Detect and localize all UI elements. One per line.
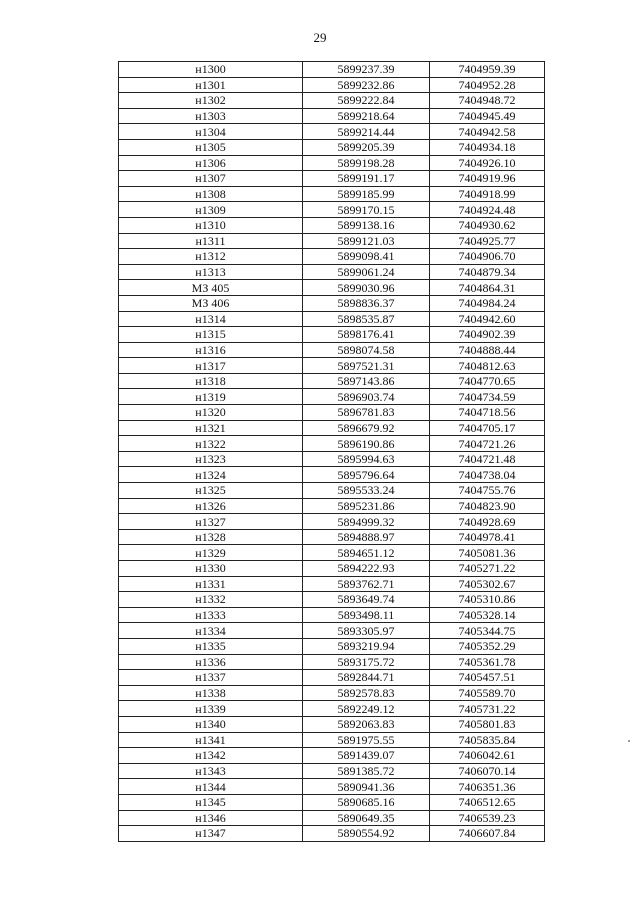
- y-coordinate-cell: 7405801.83: [430, 716, 545, 732]
- y-coordinate-cell: 7404945.49: [430, 108, 545, 124]
- y-coordinate-cell: 7404959.39: [430, 62, 545, 78]
- y-coordinate-cell: 7405731.22: [430, 701, 545, 717]
- x-coordinate-cell: 5890554.92: [303, 826, 430, 842]
- table-row: [119, 436, 545, 452]
- table-row: [119, 592, 545, 608]
- x-coordinate-cell: 5898074.58: [303, 342, 430, 358]
- point-id-cell: н1322: [119, 436, 303, 452]
- y-coordinate-cell: 7404930.62: [430, 217, 545, 233]
- point-id-cell: н1335: [119, 638, 303, 654]
- table-row: [119, 763, 545, 779]
- y-coordinate-cell: 7405361.78: [430, 654, 545, 670]
- y-coordinate-cell: 7404928.69: [430, 514, 545, 530]
- table-row: [119, 467, 545, 483]
- point-id-cell: н1306: [119, 155, 303, 171]
- point-id-cell: н1338: [119, 685, 303, 701]
- y-coordinate-cell: 7404984.24: [430, 295, 545, 311]
- y-coordinate-cell: 7404721.48: [430, 451, 545, 467]
- y-coordinate-cell: 7404734.59: [430, 389, 545, 405]
- point-id-cell: н1345: [119, 794, 303, 810]
- table-row: [119, 638, 545, 654]
- point-id-cell: н1311: [119, 233, 303, 249]
- point-id-cell: н1336: [119, 654, 303, 670]
- y-coordinate-cell: 7404948.72: [430, 93, 545, 109]
- point-id-cell: н1344: [119, 779, 303, 795]
- y-coordinate-cell: 7404902.39: [430, 327, 545, 343]
- point-id-cell: н1312: [119, 249, 303, 265]
- table-row: [119, 483, 545, 499]
- x-coordinate-cell: 5897521.31: [303, 358, 430, 374]
- y-coordinate-cell: 7404823.90: [430, 498, 545, 514]
- table-row: [119, 280, 545, 296]
- y-coordinate-cell: 7405344.75: [430, 623, 545, 639]
- table-row: [119, 748, 545, 764]
- x-coordinate-cell: 5893219.94: [303, 638, 430, 654]
- table-row: [119, 342, 545, 358]
- y-coordinate-cell: 7405589.70: [430, 685, 545, 701]
- x-coordinate-cell: 5890685.16: [303, 794, 430, 810]
- y-coordinate-cell: 7404918.99: [430, 186, 545, 202]
- x-coordinate-cell: 5892249.12: [303, 701, 430, 717]
- point-id-cell: н1301: [119, 77, 303, 93]
- point-id-cell: н1332: [119, 592, 303, 608]
- y-coordinate-cell: 7405310.86: [430, 592, 545, 608]
- table-row: [119, 810, 545, 826]
- point-id-cell: н1329: [119, 545, 303, 561]
- point-id-cell: н1319: [119, 389, 303, 405]
- x-coordinate-cell: 5894651.12: [303, 545, 430, 561]
- point-id-cell: н1330: [119, 561, 303, 577]
- table-row: [119, 405, 545, 421]
- table-row: [119, 545, 545, 561]
- table-row: [119, 62, 545, 78]
- point-id-cell: МЗ 406: [119, 295, 303, 311]
- point-id-cell: н1346: [119, 810, 303, 826]
- x-coordinate-cell: 5899191.17: [303, 171, 430, 187]
- x-coordinate-cell: 5891975.55: [303, 732, 430, 748]
- x-coordinate-cell: 5899170.15: [303, 202, 430, 218]
- point-id-cell: н1309: [119, 202, 303, 218]
- table-row: [119, 171, 545, 187]
- y-coordinate-cell: 7405835.84: [430, 732, 545, 748]
- point-id-cell: н1302: [119, 93, 303, 109]
- table-row: [119, 202, 545, 218]
- point-id-cell: н1328: [119, 529, 303, 545]
- y-coordinate-cell: 7404925.77: [430, 233, 545, 249]
- table-row: [119, 779, 545, 795]
- point-id-cell: н1337: [119, 670, 303, 686]
- y-coordinate-cell: 7405352.29: [430, 638, 545, 654]
- table-row: [119, 701, 545, 717]
- x-coordinate-cell: 5899218.64: [303, 108, 430, 124]
- x-coordinate-cell: 5899098.41: [303, 249, 430, 265]
- y-coordinate-cell: 7404770.65: [430, 373, 545, 389]
- table-row: [119, 670, 545, 686]
- x-coordinate-cell: 5892578.83: [303, 685, 430, 701]
- x-coordinate-cell: 5895796.64: [303, 467, 430, 483]
- x-coordinate-cell: 5893305.97: [303, 623, 430, 639]
- table-row: [119, 373, 545, 389]
- point-id-cell: н1320: [119, 405, 303, 421]
- y-coordinate-cell: 7404879.34: [430, 264, 545, 280]
- table-row: [119, 716, 545, 732]
- x-coordinate-cell: 5899232.86: [303, 77, 430, 93]
- point-id-cell: н1347: [119, 826, 303, 842]
- x-coordinate-cell: 5899222.84: [303, 93, 430, 109]
- y-coordinate-cell: 7404888.44: [430, 342, 545, 358]
- point-id-cell: н1325: [119, 483, 303, 499]
- x-coordinate-cell: 5898535.87: [303, 311, 430, 327]
- point-id-cell: н1343: [119, 763, 303, 779]
- y-coordinate-cell: 7404906.70: [430, 249, 545, 265]
- table-row: [119, 794, 545, 810]
- table-row: [119, 233, 545, 249]
- x-coordinate-cell: 5893498.11: [303, 607, 430, 623]
- x-coordinate-cell: 5894222.93: [303, 561, 430, 577]
- table-row: [119, 264, 545, 280]
- table-row: [119, 732, 545, 748]
- table-row: [119, 514, 545, 530]
- point-id-cell: н1333: [119, 607, 303, 623]
- table-row: [119, 124, 545, 140]
- table-row: [119, 139, 545, 155]
- y-coordinate-cell: 7406607.84: [430, 826, 545, 842]
- x-coordinate-cell: 5898836.37: [303, 295, 430, 311]
- y-coordinate-cell: 7404952.28: [430, 77, 545, 93]
- point-id-cell: н1341: [119, 732, 303, 748]
- point-id-cell: н1314: [119, 311, 303, 327]
- x-coordinate-cell: 5897143.86: [303, 373, 430, 389]
- y-coordinate-cell: 7404864.31: [430, 280, 545, 296]
- table-row: [119, 420, 545, 436]
- point-id-cell: н1317: [119, 358, 303, 374]
- table-row: [119, 295, 545, 311]
- x-coordinate-cell: 5893649.74: [303, 592, 430, 608]
- point-id-cell: н1316: [119, 342, 303, 358]
- y-coordinate-cell: 7404721.26: [430, 436, 545, 452]
- y-coordinate-cell: 7404934.18: [430, 139, 545, 155]
- x-coordinate-cell: 5899214.44: [303, 124, 430, 140]
- point-id-cell: н1339: [119, 701, 303, 717]
- table-row: [119, 826, 545, 842]
- y-coordinate-cell: 7406512.65: [430, 794, 545, 810]
- point-id-cell: н1310: [119, 217, 303, 233]
- point-id-cell: н1315: [119, 327, 303, 343]
- x-coordinate-cell: 5892063.83: [303, 716, 430, 732]
- point-id-cell: н1304: [119, 124, 303, 140]
- y-coordinate-cell: 7405081.36: [430, 545, 545, 561]
- table-row: [119, 607, 545, 623]
- table-row: [119, 249, 545, 265]
- x-coordinate-cell: 5898176.41: [303, 327, 430, 343]
- table-row: [119, 561, 545, 577]
- table-row: [119, 155, 545, 171]
- table-row: [119, 685, 545, 701]
- table-row: [119, 358, 545, 374]
- point-id-cell: н1321: [119, 420, 303, 436]
- x-coordinate-cell: 5895533.24: [303, 483, 430, 499]
- x-coordinate-cell: 5896679.92: [303, 420, 430, 436]
- table-row: [119, 389, 545, 405]
- y-coordinate-cell: 7404812.63: [430, 358, 545, 374]
- y-coordinate-cell: 7406539.23: [430, 810, 545, 826]
- x-coordinate-cell: 5899138.16: [303, 217, 430, 233]
- point-id-cell: н1327: [119, 514, 303, 530]
- table-row: [119, 311, 545, 327]
- x-coordinate-cell: 5891439.07: [303, 748, 430, 764]
- scan-speck: [628, 740, 630, 742]
- table-row: [119, 451, 545, 467]
- table-row: [119, 498, 545, 514]
- point-id-cell: н1340: [119, 716, 303, 732]
- table-row: [119, 623, 545, 639]
- x-coordinate-cell: 5892844.71: [303, 670, 430, 686]
- y-coordinate-cell: 7404978.41: [430, 529, 545, 545]
- x-coordinate-cell: 5890649.35: [303, 810, 430, 826]
- y-coordinate-cell: 7405328.14: [430, 607, 545, 623]
- x-coordinate-cell: 5899205.39: [303, 139, 430, 155]
- point-id-cell: н1326: [119, 498, 303, 514]
- y-coordinate-cell: 7405302.67: [430, 576, 545, 592]
- y-coordinate-cell: 7406070.14: [430, 763, 545, 779]
- x-coordinate-cell: 5893762.71: [303, 576, 430, 592]
- table-row: [119, 217, 545, 233]
- table-row: [119, 186, 545, 202]
- point-id-cell: н1334: [119, 623, 303, 639]
- table-row: [119, 654, 545, 670]
- y-coordinate-cell: 7405271.22: [430, 561, 545, 577]
- x-coordinate-cell: 5896903.74: [303, 389, 430, 405]
- x-coordinate-cell: 5899237.39: [303, 62, 430, 78]
- y-coordinate-cell: 7404718.56: [430, 405, 545, 421]
- y-coordinate-cell: 7404705.17: [430, 420, 545, 436]
- table-row: [119, 327, 545, 343]
- x-coordinate-cell: 5893175.72: [303, 654, 430, 670]
- x-coordinate-cell: 5891385.72: [303, 763, 430, 779]
- point-id-cell: н1331: [119, 576, 303, 592]
- point-id-cell: н1318: [119, 373, 303, 389]
- point-id-cell: н1313: [119, 264, 303, 280]
- y-coordinate-cell: 7404919.96: [430, 171, 545, 187]
- y-coordinate-cell: 7406351.36: [430, 779, 545, 795]
- table-row: [119, 93, 545, 109]
- point-id-cell: н1308: [119, 186, 303, 202]
- x-coordinate-cell: 5890941.36: [303, 779, 430, 795]
- point-id-cell: н1305: [119, 139, 303, 155]
- x-coordinate-cell: 5896781.83: [303, 405, 430, 421]
- y-coordinate-cell: 7405457.51: [430, 670, 545, 686]
- x-coordinate-cell: 5894999.32: [303, 514, 430, 530]
- point-id-cell: МЗ 405: [119, 280, 303, 296]
- point-id-cell: н1307: [119, 171, 303, 187]
- x-coordinate-cell: 5899061.24: [303, 264, 430, 280]
- point-id-cell: н1323: [119, 451, 303, 467]
- x-coordinate-cell: 5899198.28: [303, 155, 430, 171]
- point-id-cell: н1303: [119, 108, 303, 124]
- page-number: 29: [313, 30, 327, 45]
- table-row: [119, 77, 545, 93]
- x-coordinate-cell: 5894888.97: [303, 529, 430, 545]
- coordinates-table-body: [119, 62, 545, 842]
- y-coordinate-cell: 7404755.76: [430, 483, 545, 499]
- point-id-cell: н1324: [119, 467, 303, 483]
- point-id-cell: н1342: [119, 748, 303, 764]
- x-coordinate-cell: 5899030.96: [303, 280, 430, 296]
- x-coordinate-cell: 5895994.63: [303, 451, 430, 467]
- table-row: [119, 576, 545, 592]
- y-coordinate-cell: 7404926.10: [430, 155, 545, 171]
- y-coordinate-cell: 7406042.61: [430, 748, 545, 764]
- x-coordinate-cell: 5899121.03: [303, 233, 430, 249]
- y-coordinate-cell: 7404738.04: [430, 467, 545, 483]
- x-coordinate-cell: 5895231.86: [303, 498, 430, 514]
- y-coordinate-cell: 7404942.58: [430, 124, 545, 140]
- y-coordinate-cell: 7404942.60: [430, 311, 545, 327]
- coordinates-table: [118, 61, 545, 842]
- x-coordinate-cell: 5896190.86: [303, 436, 430, 452]
- point-id-cell: н1300: [119, 62, 303, 78]
- y-coordinate-cell: 7404924.48: [430, 202, 545, 218]
- x-coordinate-cell: 5899185.99: [303, 186, 430, 202]
- table-row: [119, 108, 545, 124]
- table-row: [119, 529, 545, 545]
